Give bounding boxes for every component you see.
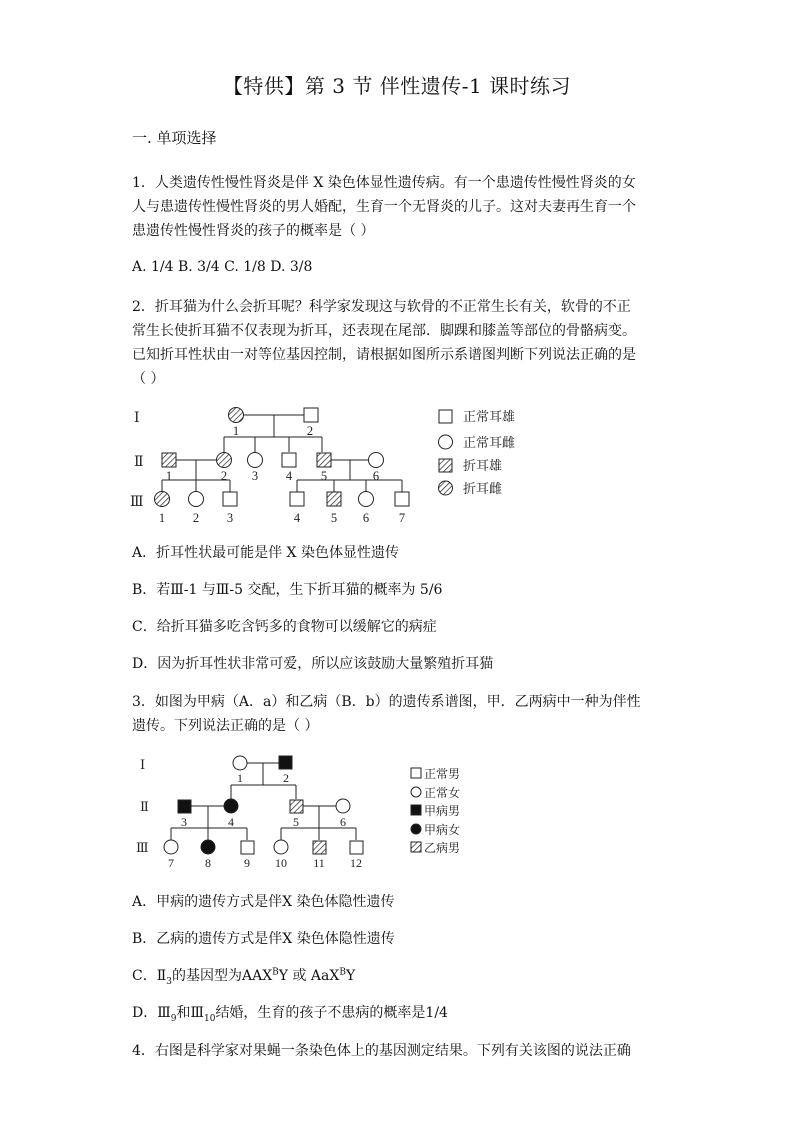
question-3-line: 遗传。下列说法正确的是（ ） <box>132 718 319 734</box>
pedigree-normal-male <box>395 492 409 506</box>
option-text: 结婚，生育的孩子不患病的概率是1/4 <box>215 1005 448 1021</box>
question-1 <box>132 171 672 243</box>
individual-number: 1 <box>232 424 240 438</box>
individual-number: 5 <box>320 469 328 483</box>
legend-disease-a-male-symbol <box>411 805 421 815</box>
question-2-line: （ ） <box>132 371 165 387</box>
individual-number: 6 <box>372 469 380 483</box>
question-2-line: 常生长使折耳猫不仅表现为折耳，还表现在尾部．脚踝和膝盖等部位的骨骼病变。 <box>132 323 636 339</box>
individual-number: 1 <box>237 771 243 785</box>
legend-disease-a-female-symbol <box>411 824 421 834</box>
pedigree-disease-a-female <box>201 840 215 854</box>
pedigree-normal-female <box>369 453 384 468</box>
section-heading: 一. 单项选择 <box>132 129 217 147</box>
generation-label: Ⅱ <box>140 799 149 814</box>
individual-number: 2 <box>283 771 289 785</box>
legend-label: 甲病女 <box>424 823 461 837</box>
question-3-option-b: B．乙病的遗传方式是伴X 染色体隐性遗传 <box>132 931 395 947</box>
generation-label: Ⅰ <box>140 757 146 772</box>
pedigree-affected-female <box>217 453 232 468</box>
pedigree-affected-male <box>162 453 176 467</box>
pedigree-normal-female <box>189 492 204 507</box>
individual-number: 4 <box>228 815 234 829</box>
question-1-line: 1．人类遗传性慢性肾炎是伴 X 染色体显性遗传病。有一个患遗传性慢性肾炎的女 <box>132 175 636 191</box>
pedigree-affected-male <box>317 453 331 467</box>
legend-affected-male-symbol <box>439 459 452 472</box>
option-text: 和Ⅲ <box>176 1005 204 1021</box>
pedigree-diagram-2 <box>130 750 480 872</box>
individual-number: 3 <box>181 815 187 829</box>
individual-number: 4 <box>293 511 301 525</box>
option-text: D．Ⅲ <box>132 1005 171 1021</box>
legend-normal-female-symbol <box>411 787 421 797</box>
legend-label: 甲病男 <box>424 804 461 818</box>
pedigree-normal-female <box>336 799 350 813</box>
legend-label: 折耳雌 <box>463 481 503 496</box>
subscript: 10 <box>203 1013 216 1024</box>
option-text: C．Ⅱ <box>132 968 167 984</box>
question-4: 4．右图是科学家对果蝇一条染色体上的基因测定结果。下列有关该图的说法正确 <box>132 1043 631 1059</box>
legend-normal-female-symbol <box>439 435 453 449</box>
individual-number: 1 <box>158 511 166 525</box>
pedigree-normal-male <box>241 841 254 854</box>
page-title: 【特供】第 3 节 伴性遗传-1 课时练习 <box>222 74 572 98</box>
individual-number: 6 <box>340 815 346 829</box>
option-text: 的基因型为AAX <box>171 968 273 984</box>
pedigree-normal-female <box>359 492 374 507</box>
individual-number: 6 <box>362 511 370 525</box>
pedigree-disease-a-male <box>178 800 191 813</box>
individual-number: 9 <box>244 856 250 870</box>
question-3-option-d <box>132 1002 448 1024</box>
pedigree-affected-female <box>229 408 244 423</box>
superscript: B <box>339 967 346 978</box>
legend-affected-female-symbol <box>439 481 453 495</box>
question-3-option-a: A．甲病的遗传方式是伴X 染色体隐性遗传 <box>132 894 395 910</box>
generation-label: Ⅰ <box>134 411 140 426</box>
pedigree-normal-female <box>274 840 288 854</box>
pedigree-normal-male <box>304 408 318 422</box>
question-1-line: 人与患遗传性慢性肾炎的男人婚配，生育一个无肾炎的儿子。这对夫妻再生育一个 <box>132 199 636 215</box>
legend-disease-b-male-symbol <box>411 842 421 852</box>
question-2-line: 2．折耳猫为什么会折耳呢？科学家发现这与软骨的不正常生长有关，软骨的不正 <box>132 299 631 315</box>
generation-label: Ⅲ <box>136 840 149 855</box>
legend-normal-male-symbol <box>439 410 452 423</box>
question-1-options: A. 1/4 B. 3/4 C. 1/8 D. 3/8 <box>132 259 313 275</box>
generation-label: Ⅲ <box>130 495 144 510</box>
option-text: Y <box>345 968 356 984</box>
pedigree-normal-female <box>233 756 247 770</box>
question-3-option-c <box>132 965 355 987</box>
pedigree-normal-female <box>164 840 178 854</box>
superscript: B <box>272 967 279 978</box>
individual-number: 4 <box>285 469 293 483</box>
pedigree-disease-a-female <box>224 799 238 813</box>
subscript: 3 <box>166 976 172 987</box>
question-2-line: 已知折耳性状由一对等位基因控制，请根据如图所示系谱图判断下列说法正确的是 <box>132 347 636 363</box>
individual-number: 7 <box>398 511 406 525</box>
legend-label: 正常男 <box>424 767 461 781</box>
question-2-option-a: A．折耳性状最可能是伴 X 染色体显性遗传 <box>132 545 399 561</box>
individual-number: 2 <box>220 469 228 483</box>
pedigree-disease-a-male <box>279 756 292 769</box>
pedigree-normal-male <box>350 841 363 854</box>
legend-label: 正常女 <box>424 786 461 800</box>
individual-number: 11 <box>313 856 325 870</box>
individual-number: 2 <box>306 424 314 438</box>
individual-number: 10 <box>275 856 287 870</box>
legend-label: 折耳雄 <box>463 458 503 473</box>
question-2-option-b: B．若Ⅲ-1 与Ⅲ-5 交配，生下折耳猫的概率为 5/6 <box>132 582 443 598</box>
individual-number: 7 <box>168 856 174 870</box>
pedigree-disease-b-male <box>313 841 326 854</box>
individual-number: 2 <box>192 511 200 525</box>
question-1-line: 患遗传性慢性肾炎的孩子的概率是（ ） <box>132 223 375 239</box>
individual-number: 1 <box>165 469 173 483</box>
question-2-option-d: D．因为折耳性状非常可爱，所以应该鼓励大量繁殖折耳猫 <box>132 656 494 672</box>
pedigree-diagram-1 <box>130 400 550 528</box>
legend-label: 正常耳雄 <box>463 409 516 424</box>
individual-number: 8 <box>205 856 211 870</box>
question-3-line: 3．如图为甲病（A．a）和乙病（B．b）的遗传系谱图，甲．乙两病中一种为伴性 <box>132 694 641 710</box>
individual-number: 12 <box>350 856 362 870</box>
question-2-option-c: C．给折耳猫多吃含钙多的食物可以缓解它的病症 <box>132 619 437 635</box>
question-2 <box>132 295 672 391</box>
individual-number: 5 <box>293 815 299 829</box>
legend-label: 正常耳雌 <box>463 435 516 450</box>
question-3 <box>132 690 672 738</box>
individual-number: 3 <box>251 469 259 483</box>
pedigree-normal-male <box>282 453 296 467</box>
pedigree-affected-male <box>327 492 341 506</box>
pedigree-normal-male <box>290 492 304 506</box>
pedigree-affected-female <box>155 492 170 507</box>
subscript: 9 <box>170 1013 177 1024</box>
legend-normal-male-symbol <box>411 768 421 778</box>
pedigree-normal-male <box>223 492 237 506</box>
individual-number: 5 <box>330 511 338 525</box>
pedigree-normal-female <box>248 453 263 468</box>
individual-number: 3 <box>226 511 234 525</box>
generation-label: Ⅱ <box>134 455 144 470</box>
option-text: Y 或 AaX <box>278 968 340 984</box>
pedigree-disease-b-male <box>290 800 303 813</box>
legend-label: 乙病男 <box>424 841 461 855</box>
